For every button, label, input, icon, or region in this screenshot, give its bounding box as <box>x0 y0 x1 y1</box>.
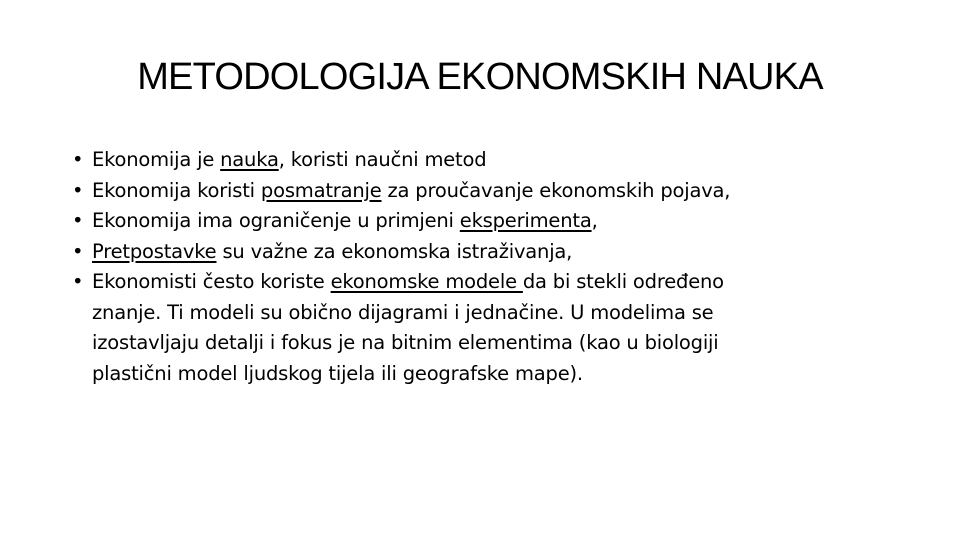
list-item-continuation: znanje. Ti modeli su obično dijagrami i jednačine. U modelima se <box>92 300 714 324</box>
list-item <box>72 176 872 207</box>
item-text-before: Ekonomija koristi <box>92 178 261 202</box>
item-underlined-term: ekonomske modele <box>330 270 523 293</box>
item-underlined-term: Pretpostavke <box>92 239 217 263</box>
slide-title: METODOLOGIJA EKONOMSKIH NAUKA <box>137 56 823 98</box>
item-text-after: za proučavanje ekonomskih pojava, <box>381 178 731 202</box>
list-item-text <box>92 240 572 263</box>
item-underlined-term: posmatranje <box>260 178 382 202</box>
item-underlined-term: nauka <box>220 148 279 171</box>
bullet-icon: • <box>72 239 84 263</box>
list-item <box>72 237 872 268</box>
item-text-before: Ekonomija ima ograničenje u primjeni <box>92 209 460 232</box>
list-item <box>72 267 872 389</box>
list-item-text <box>92 148 486 171</box>
list-item <box>72 145 872 176</box>
item-text-after: , <box>591 209 598 232</box>
list-item-continuation: izostavljaju detalji i fokus je na bitnim elementima (kao u biologiji <box>92 331 719 354</box>
bullet-icon: • <box>72 209 84 232</box>
bullet-icon: • <box>72 270 84 293</box>
list-item-continuation: plastični model ljudskog tijela ili geografske mape). <box>92 361 583 385</box>
list-item <box>72 206 872 237</box>
item-text-after: da bi stekli određeno <box>522 270 724 293</box>
item-underlined-term: eksperimenta <box>459 209 592 232</box>
bullet-icon: • <box>72 148 84 171</box>
bullet-list <box>72 145 872 389</box>
list-item-text <box>92 270 724 293</box>
list-item-text <box>92 209 598 232</box>
item-text-after: su važne za ekonomska istraživanja, <box>216 239 573 263</box>
bullet-icon: • <box>72 178 84 202</box>
list-item-text <box>92 179 730 202</box>
item-text-before: Ekonomija je <box>92 148 221 171</box>
item-text-before: Ekonomisti često koriste <box>92 270 331 293</box>
item-text-after: , koristi naučni metod <box>278 148 487 171</box>
